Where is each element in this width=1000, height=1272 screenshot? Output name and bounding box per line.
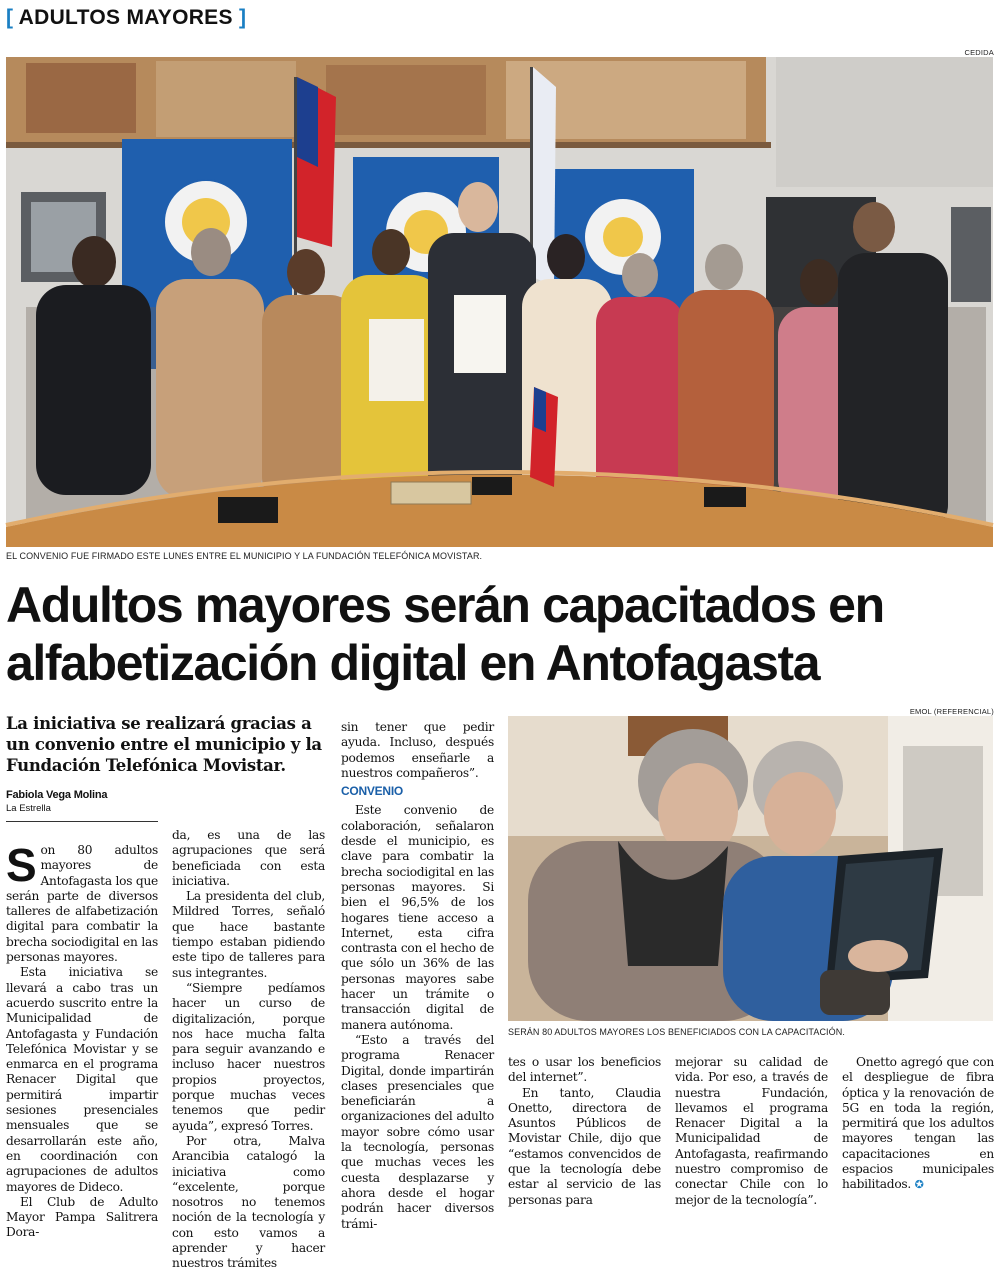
second-photo [508, 716, 993, 1021]
col6-paragraph-1: Onetto agregó que con el despliegue de fibra óptica y la renovación de 5G en toda la región, permitirá que los adultos mayores tengan las capacitaciones en espacios municipales habilitados. [842, 1055, 994, 1192]
body-column-1 [6, 839, 158, 1241]
subhead-convenio: CONVENIO [341, 784, 404, 799]
body-column-6 [842, 1055, 994, 1193]
main-photo [6, 57, 993, 547]
section-bracket-close: ] [238, 6, 247, 29]
byline-rule [6, 821, 158, 822]
photo-main-credit: CEDIDA [964, 48, 994, 57]
body-column-4 [508, 1055, 661, 1208]
col3-paragraph-1: sin tener que pedir ayuda. Incluso, después podemos enseñarle a nuestros compañeros”. [341, 720, 494, 780]
photo-main-caption: EL CONVENIO FUE FIRMADO ESTE LUNES ENTRE EL MUNICIPIO Y LA FUNDACIÓN TELEFÓNICA MOVISTAR. [6, 551, 483, 561]
col3-paragraph-3: “Esto a través del programa Renacer Digital, donde impartirán clases presenciales que beneficiarán a organizaciones del adulto mayor sobre cómo usar la tecnología, personas que muchas veces les cuesta desplazarse y ahora desde el hogar podrán hacer diversos trámi- [341, 1032, 494, 1231]
body-column-5 [675, 1055, 828, 1208]
second-photo-illustration [508, 716, 993, 1021]
section-tag [6, 6, 246, 30]
col2-paragraph-2: La presidenta del club, Mildred Torres, señaló que hace bastante tiempo estaban pidiendo este tipo de talleres para sus integrantes. [172, 889, 325, 980]
section-label: ADULTOS MAYORES [18, 6, 233, 29]
body-column-2 [172, 828, 325, 1272]
col5-paragraph-1: mejorar su calidad de vida. Por eso, a través de nuestra Fundación, llevamos el programa Renacer Digital a la Municipalidad de Antofagasta, reafirmando nuestro compromiso de conectar Chile con lo mejor de la tecnología”. [675, 1055, 828, 1207]
col1-paragraph-3: El Club de Adulto Mayor Pampa Salitrera Dora- [6, 1194, 158, 1240]
col1-paragraph-2: Esta iniciativa se llevará a cabo tras un acuerdo suscrito entre la Municipalidad de Antofagasta y Fundación Telefónica Movistar y se enmarca en el programa Renacer Digital que permitirá impartir sesiones presenciales mensuales que se desarrollarán este año, en coordinación con agrupaciones de adultos mayores de Dideco. [6, 965, 158, 1194]
body-column-3 [341, 720, 494, 1232]
main-photo-illustration [6, 57, 993, 547]
drop-cap: S [6, 839, 37, 891]
photo-second-caption: SERÁN 80 ADULTOS MAYORES LOS BENEFICIADOS CON LA CAPACITACIÓN. [508, 1027, 845, 1037]
headline-line-2: alfabetización digital en Antofagasta [6, 635, 820, 691]
col1-paragraph-1: on 80 adultos mayores de Antofagasta los que serán parte de diversos talleres de alfabetización digital para combatir la brecha sociodigital en las personas mayores. [6, 843, 158, 965]
col2-paragraph-4: Por otra, Malva Arancibia catalogó la iniciativa como “excelente, porque nosotros no tenemos noción de la tecnología y con esto vamos a aprender y hacer nuestros trámites [172, 1133, 325, 1271]
col2-paragraph-3: “Siempre pedíamos hacer un curso de digitalización, porque nos hace mucha falta para seguir avanzando e incluso hacer nuestros propios proyectos, porque muchas veces tenemos que pedir ayuda”, expresó Torres. [172, 980, 325, 1133]
headline [6, 576, 996, 692]
photo-second-credit: EMOL (REFERENCIAL) [909, 707, 994, 716]
lead-paragraph: La iniciativa se realizará gracias a un convenio entre el municipio y la Fundación Telefónica Movistar. [6, 714, 322, 775]
byline-source: La Estrella [6, 803, 51, 814]
col4-paragraph-2: En tanto, Claudia Onetto, directora de Asuntos Públicos de Movistar Chile, dijo que “estamos convencidos de que la tecnología debe estar al servicio de las personas para [508, 1085, 661, 1207]
end-mark-icon: ✪ [914, 1178, 924, 1192]
byline-name: Fabiola Vega Molina [6, 789, 108, 801]
col4-paragraph-1: tes o usar los beneficios del internet”. [508, 1055, 661, 1085]
headline-line-1: Adultos mayores serán capacitados en [6, 577, 884, 633]
col2-paragraph-1: da, es una de las agrupaciones que será beneficiada con esta iniciativa. [172, 828, 325, 888]
col3-paragraph-2: Este convenio de colaboración, señalaron desde el municipio, es clave para combatir la brecha sociodigital en las personas mayores. Si bien el 96,5% de los hogares tiene acceso a Internet, esta cifra contrasta con el hecho de que sólo un 36% de las personas mayores sabe hacer un trámite o transacción digital de manera autónoma. [341, 803, 494, 1032]
section-bracket-open: [ [6, 6, 14, 29]
